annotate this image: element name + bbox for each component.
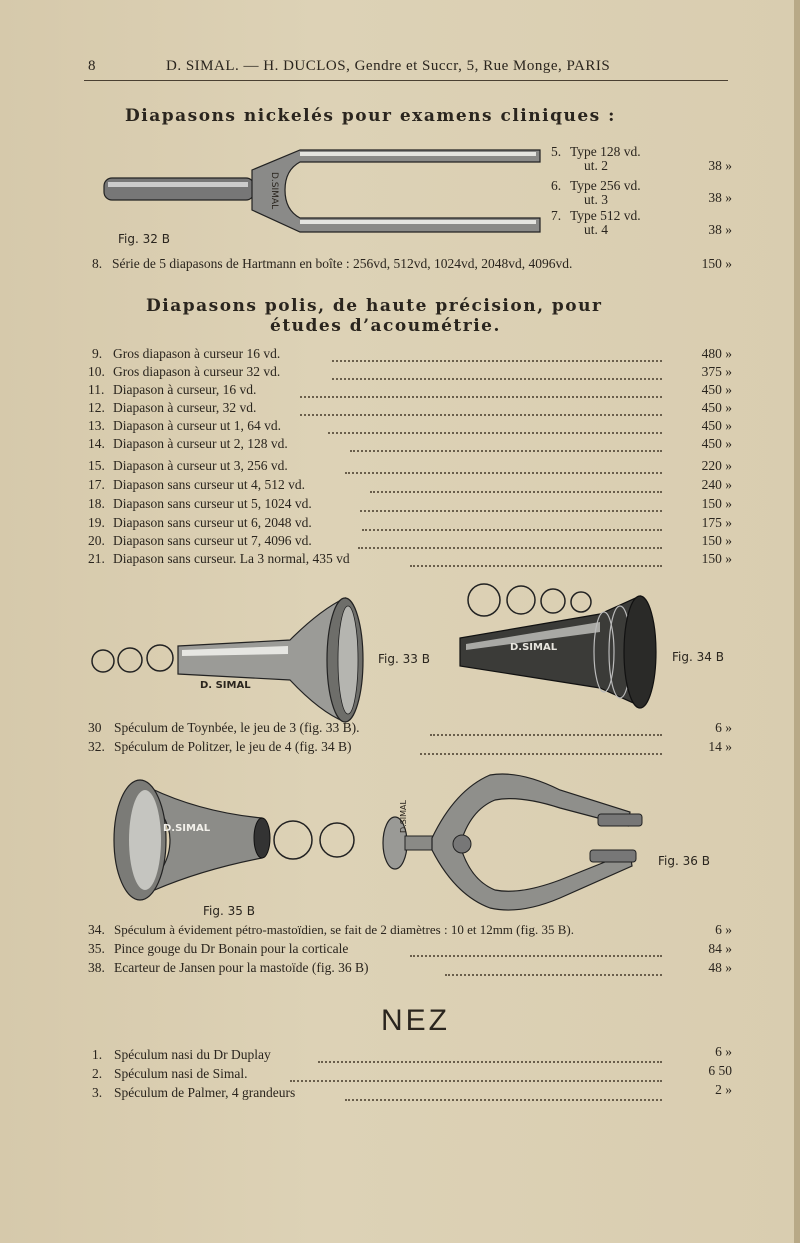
item-price: 240 » (701, 477, 732, 492)
leader-dots (445, 974, 662, 976)
item-number: 10. (88, 364, 105, 379)
item-6-label: Type 256 vd. (570, 178, 641, 193)
section-title-nez: NEZ (381, 1004, 450, 1037)
item-35-number: 35. (88, 941, 105, 956)
item-34-price: 6 » (715, 922, 732, 937)
item-5-price: 38 » (708, 158, 732, 173)
item-number: 15. (88, 458, 105, 473)
nez-item-3-price: 2 » (715, 1082, 732, 1097)
item-32-number: 32. (88, 739, 105, 754)
item-35-price: 84 » (708, 941, 732, 956)
stamp-fig34: D.SIMAL (510, 642, 558, 653)
item-7-sub: ut. 4 (584, 222, 609, 237)
stamp-fig35: D.SIMAL (163, 823, 211, 834)
section-title-nickeles: Diapasons nickelés pour examens cliniques : (125, 106, 616, 126)
nez-item-1-number: 1. (92, 1047, 103, 1062)
item-8-number: 8. (92, 256, 103, 271)
item-label: Diapason à curseur, 32 vd. (113, 400, 257, 415)
item-6-number: 6. (551, 178, 562, 193)
item-32-price: 14 » (708, 739, 732, 754)
item-8-price: 150 » (701, 256, 732, 271)
item-number: 17. (88, 477, 105, 492)
item-number: 13. (88, 418, 105, 433)
item-number: 18. (88, 496, 105, 511)
section-title-polis-line2: études d’acoumétrie. (270, 316, 501, 336)
item-price: 220 » (701, 458, 732, 473)
item-32-label: Spéculum de Politzer, le jeu de 4 (fig. 34 B) (114, 739, 352, 754)
nez-item-2-number: 2. (92, 1066, 103, 1081)
item-number: 21. (88, 551, 105, 566)
leader-dots (410, 955, 662, 957)
item-8-label: Série de 5 diapasons de Hartmann en boîte : 256vd, 512vd, 1024vd, 2048vd, 4096vd. (112, 256, 573, 271)
item-34-number: 34. (88, 922, 105, 937)
item-price: 375 » (701, 364, 732, 379)
item-price: 175 » (701, 515, 732, 530)
item-38-price: 48 » (708, 960, 732, 975)
item-30-price: 6 » (715, 720, 732, 735)
item-number: 9. (92, 346, 103, 361)
item-label: Diapason à curseur ut 1, 64 vd. (113, 418, 281, 433)
item-34-label: Spéculum à évidement pétro-mastoïdien, se fait de 2 diamètres : 10 et 12mm (fig. 35 B). (114, 922, 574, 937)
item-label: Diapason à curseur ut 2, 128 vd. (113, 436, 288, 451)
nez-item-3-number: 3. (92, 1085, 103, 1100)
leader-dots (290, 1080, 662, 1082)
item-number: 11. (88, 382, 105, 397)
item-7-label: Type 512 vd. (570, 208, 641, 223)
item-35-label: Pince gouge du Dr Bonain pour la corticale (114, 941, 349, 956)
leader-dots (318, 1061, 662, 1063)
item-30-label: Spéculum de Toynbée, le jeu de 3 (fig. 33 B). (114, 720, 360, 735)
item-price: 480 » (701, 346, 732, 361)
item-number: 20. (88, 533, 105, 548)
item-price: 450 » (701, 418, 732, 433)
stamp-fig36: D.SIMAL (399, 800, 408, 833)
item-6-price: 38 » (708, 190, 732, 205)
item-label: Gros diapason à curseur 32 vd. (113, 364, 281, 379)
item-price: 150 » (701, 533, 732, 548)
item-7-price: 38 » (708, 222, 732, 237)
figure-35-label: Fig. 35 B (203, 904, 255, 918)
item-5-number: 5. (551, 144, 562, 159)
leader-dots (345, 1099, 662, 1101)
item-label: Diapason à curseur, 16 vd. (113, 382, 257, 397)
item-5-sub: ut. 2 (584, 158, 609, 173)
fork-stamp: D.SIMAL (269, 172, 279, 210)
item-label: Diapason sans curseur ut 4, 512 vd. (113, 477, 305, 492)
figure-34-label: Fig. 34 B (672, 650, 724, 664)
nez-item-3-label: Spéculum de Palmer, 4 grandeurs (114, 1085, 296, 1100)
item-price: 150 » (701, 551, 732, 566)
item-price: 150 » (701, 496, 732, 511)
nez-item-1-label: Spéculum nasi du Dr Duplay (114, 1047, 271, 1062)
item-price: 450 » (701, 400, 732, 415)
item-number: 19. (88, 515, 105, 530)
item-label: Diapason sans curseur. La 3 normal, 435 vd (113, 551, 350, 566)
item-5-label: Type 128 vd. (570, 144, 641, 159)
item-38-number: 38. (88, 960, 105, 975)
running-header: D. SIMAL. — H. DUCLOS, Gendre et Succr, 5, Rue Monge, PARIS (166, 58, 611, 74)
item-price: 450 » (701, 382, 732, 397)
item-30-number: 30 (88, 720, 102, 735)
nez-item-1-price: 6 » (715, 1044, 732, 1059)
item-7-number: 7. (551, 208, 562, 223)
item-label: Gros diapason à curseur 16 vd. (113, 346, 281, 361)
item-label: Diapason sans curseur ut 7, 4096 vd. (113, 533, 312, 548)
nez-item-2-price: 6 50 (708, 1063, 732, 1078)
figure-33-label: Fig. 33 B (378, 652, 430, 666)
item-number: 14. (88, 436, 105, 451)
figure-36-label: Fig. 36 B (658, 854, 710, 868)
item-6-sub: ut. 3 (584, 192, 609, 207)
item-price: 450 » (701, 436, 732, 451)
item-number: 12. (88, 400, 105, 415)
item-label: Diapason sans curseur ut 6, 2048 vd. (113, 515, 312, 530)
item-label: Diapason à curseur ut 3, 256 vd. (113, 458, 288, 473)
stamp-fig33: D. SIMAL (200, 680, 251, 691)
nez-item-2-label: Spéculum nasi de Simal. (114, 1066, 248, 1081)
section-title-polis-line1: Diapasons polis, de haute précision, pour (146, 296, 603, 316)
item-label: Diapason sans curseur ut 5, 1024 vd. (113, 496, 312, 511)
page-number: 8 (88, 58, 96, 74)
item-38-label: Ecarteur de Jansen pour la mastoïde (fig. 36 B) (114, 960, 369, 975)
figure-32-label: Fig. 32 B (118, 232, 170, 246)
